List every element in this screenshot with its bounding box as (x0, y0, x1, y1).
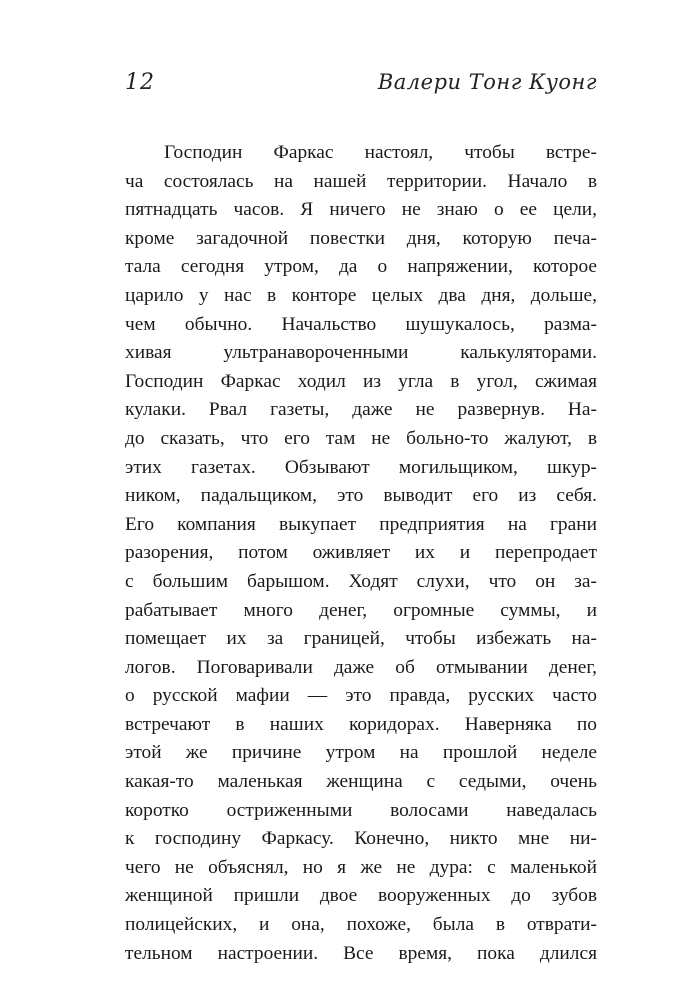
text-line: рабатывает много денег, огромные суммы, и (125, 599, 597, 621)
body-text (125, 139, 597, 968)
text-line: до сказать, что его там не больно-то жалуют, в (125, 427, 597, 449)
text-line: женщиной пришли двое вооруженных до зубов (125, 885, 597, 907)
text-line: кулаки. Рвал газеты, даже не развернув. На- (125, 399, 597, 421)
text-line: разорения, потом оживляет их и перепродает (125, 542, 597, 564)
text-line: с большим барышом. Ходят слухи, что он за- (125, 570, 597, 592)
text-line: ча состоялась на нашей территории. Начало в (125, 170, 597, 192)
text-line: ником, падальщиком, это выводит его из себя. (125, 485, 597, 507)
text-line: этих газетах. Обзывают могильщиком, шкур- (125, 456, 597, 478)
text-line: полицейских, и она, похоже, была в отврати- (125, 914, 597, 936)
text-line: Его компания выкупает предприятия на грани (125, 513, 597, 535)
page-number: 12 (125, 70, 155, 95)
text-line: какая-то маленькая женщина с седыми, очень (125, 771, 597, 793)
text-line: тельном настроении. Все время, пока длился (125, 942, 597, 964)
text-line: кроме загадочной повестки дня, которую печа- (125, 227, 597, 249)
text-line: помещает их за границей, чтобы избежать на- (125, 628, 597, 650)
text-line: тала сегодня утром, да о напряжении, которое (125, 256, 597, 278)
text-line: Господин Фаркас ходил из угла в угол, сжимая (125, 370, 597, 392)
text-line: коротко остриженными волосами наведалась (125, 799, 597, 821)
text-line: встречают в наших коридорах. Наверняка по (125, 713, 597, 735)
text-line: пятнадцать часов. Я ничего не знаю о ее цели, (125, 199, 597, 221)
text-line: логов. Поговаривали даже об отмывании денег, (125, 656, 597, 678)
text-line: царило у нас в конторе целых два дня, дольше, (125, 284, 597, 306)
text-line: Господин Фаркас настоял, чтобы встре- (164, 142, 597, 163)
text-line: чем обычно. Начальство шушукалось, разма- (125, 313, 597, 335)
text-line: чего не объяснял, но я же не дура: с маленькой (125, 856, 597, 878)
running-header-author: Валери Тонг Куонг (377, 70, 597, 94)
text-line: о русской мафии — это правда, русских часто (125, 685, 597, 707)
text-line: хивая ультранавороченными калькуляторами. (125, 342, 597, 364)
text-line: к господину Фаркасу. Конечно, никто мне ни- (125, 828, 597, 850)
text-line: этой же причине утром на прошлой неделе (125, 742, 597, 764)
